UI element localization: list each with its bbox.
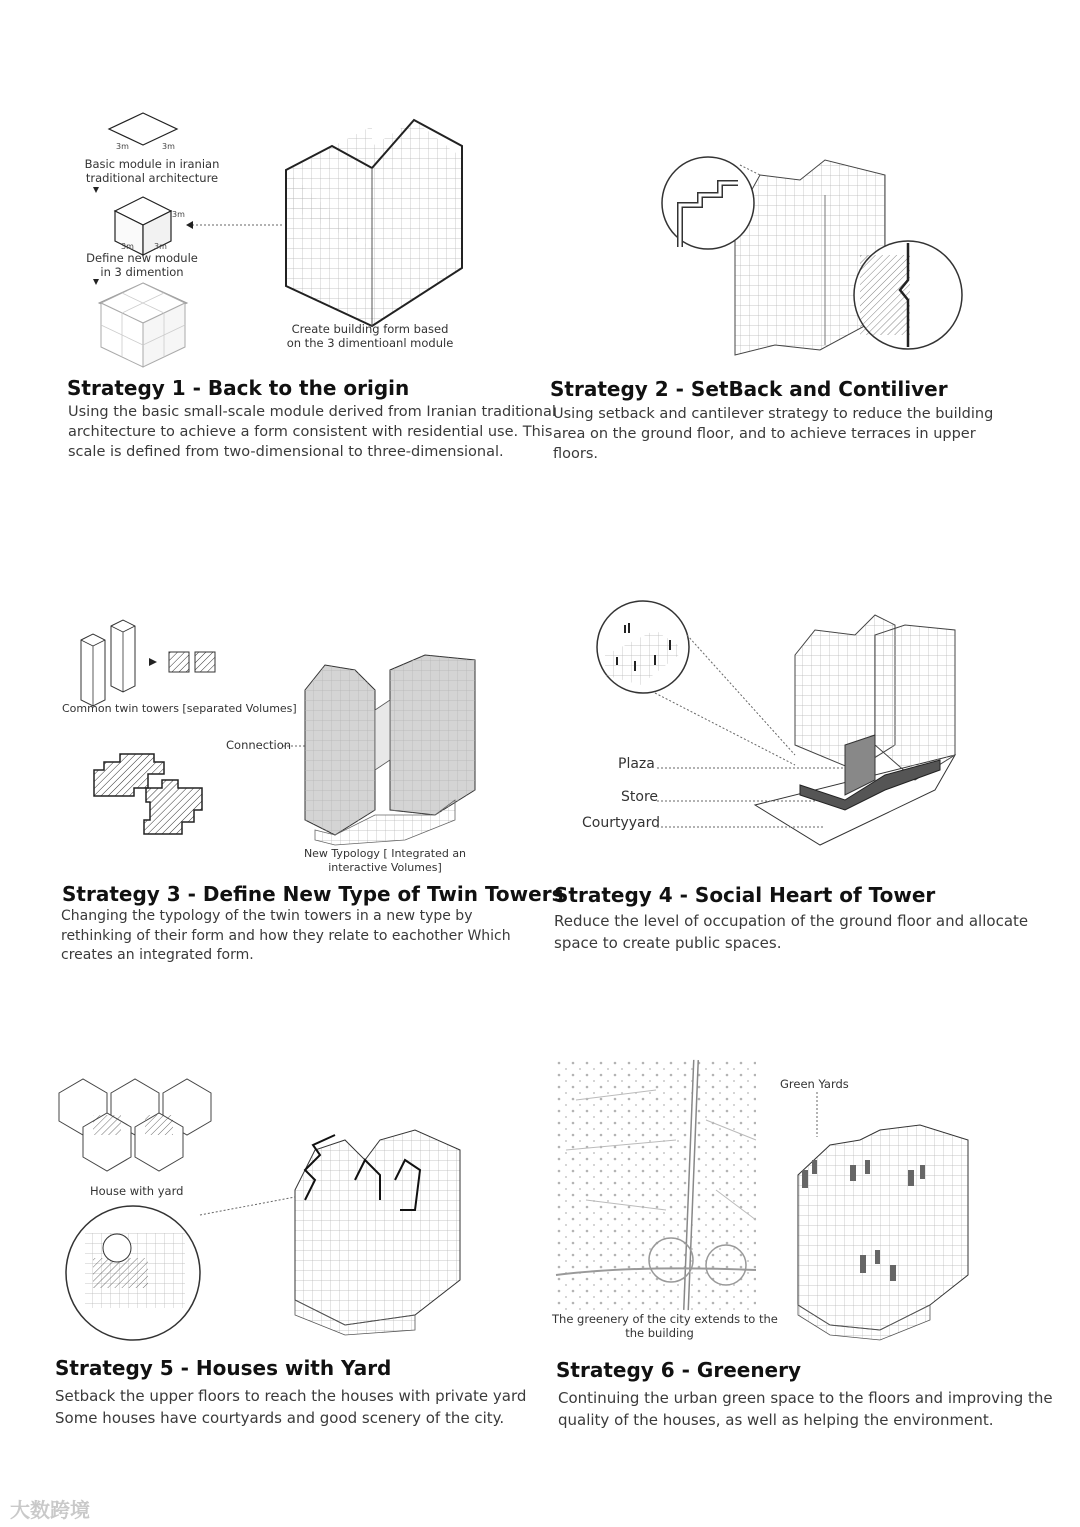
watermark-logo: 大数跨境 bbox=[10, 1498, 90, 1522]
strategy-2-description: Using setback and cantilever strategy to reduce the building area on the ground floor, and to achieve terraces in upper floors. bbox=[553, 406, 994, 462]
house-with-yard-label: House with yard bbox=[90, 1184, 184, 1198]
plaza-label: Plaza bbox=[618, 756, 655, 772]
yard-detail-circle bbox=[65, 1203, 205, 1343]
integrated-plan-diagram bbox=[90, 750, 215, 840]
define-module-caption: Define new module in 3 dimention bbox=[86, 251, 198, 279]
basic-module-diagram bbox=[95, 105, 205, 310]
dim-label: 3m bbox=[162, 142, 175, 151]
new-typology-caption: New Typology [ Integrated an interactive Volumes] bbox=[303, 847, 467, 874]
strategy-1-title: Strategy 1 - Back to the origin bbox=[67, 376, 410, 400]
courtyard-label: Courtyyard bbox=[582, 815, 661, 831]
houses-with-yard-tower bbox=[285, 1130, 470, 1330]
strategy-2-title: Strategy 2 - SetBack and Contiliver bbox=[550, 377, 948, 401]
dim-label: 3m bbox=[172, 210, 185, 219]
strategy-4-description: Reduce the level of occupation of the ground floor and allocate space to create public spaces. bbox=[554, 912, 1029, 952]
greenery-tower bbox=[790, 1125, 975, 1340]
connection-label: Connection bbox=[226, 738, 292, 752]
dim-label: 3m bbox=[116, 142, 129, 151]
strategy-1-description: Using the basic small-scale module derived from Iranian traditional architecture to achieve a form consistent with residential use. This scale is defined from two-dimensional to three-dimensional. bbox=[68, 404, 556, 460]
strategy-6-title: Strategy 6 - Greenery bbox=[556, 1358, 802, 1382]
store-label: Store bbox=[621, 789, 659, 805]
green-yards-label: Green Yards bbox=[780, 1077, 849, 1091]
strategy-6-description: Continuing the urban green space to the floors and improving the quality of the houses, as well as helping the environment. bbox=[558, 1389, 1053, 1429]
module-block-diagram bbox=[100, 283, 190, 373]
building-form-diagram bbox=[284, 118, 464, 326]
strategy-5-description: Setback the upper floors to reach the houses with private yard Some houses have courtyards and good scenery of the city. bbox=[55, 1387, 527, 1427]
pointer-line bbox=[186, 220, 286, 230]
create-form-caption: Create building form based on the 3 dimentioanl module bbox=[286, 322, 454, 350]
city-greenery-map bbox=[556, 1060, 756, 1310]
strategy-3-title: Strategy 3 - Define New Type of Twin Towers bbox=[62, 882, 564, 906]
basic-module-caption: Basic module in iranian traditional architecture bbox=[84, 157, 220, 185]
label-leaders bbox=[655, 760, 855, 830]
common-twin-towers-caption: Common twin towers [separated Volumes] bbox=[62, 702, 297, 715]
dim-label: 3m bbox=[154, 242, 167, 251]
strategy-4-title: Strategy 4 - Social Heart of Tower bbox=[554, 883, 936, 907]
common-twin-towers-diagram bbox=[75, 620, 225, 705]
house-modules-diagram bbox=[55, 1075, 215, 1180]
city-greenery-caption: The greenery of the city extends to the the building bbox=[552, 1312, 778, 1340]
dim-label: 3m bbox=[121, 242, 134, 251]
new-typology-diagram bbox=[295, 650, 480, 845]
strategy-5-title: Strategy 5 - Houses with Yard bbox=[55, 1356, 392, 1380]
setback-tower-diagram bbox=[650, 155, 970, 350]
strategy-3-description: Changing the typology of the twin towers in a new type by rethinking of their form and how they relate to eachother Which creates an integrated form. bbox=[61, 908, 511, 963]
